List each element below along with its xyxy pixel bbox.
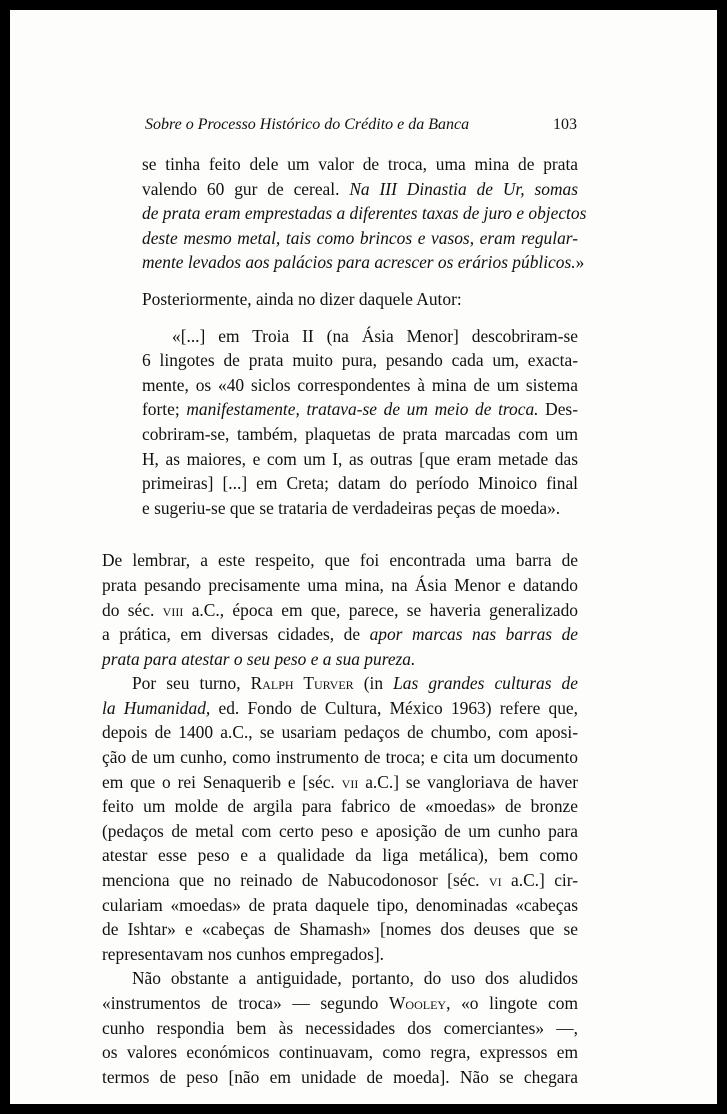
running-header (145, 116, 577, 134)
quote-block-2 (102, 324, 578, 521)
text-line: cobriram-se, também, plaquetas de prata marcadas com um (142, 423, 578, 444)
text-line: de prata eram emprestadas a diferentes taxas de juro e objectos (142, 203, 587, 224)
text-line: H, as maiores, e com um I, as outras [que eram metade das (142, 448, 578, 469)
text-line: «instrumentos de troca» — segundo Wooley, «o lingote com (102, 993, 578, 1013)
page-number: 103 (553, 116, 577, 133)
text-line: prata para atestar o seu peso e a sua pureza. (102, 648, 416, 669)
text-line: deste mesmo metal, tais como brincos e vasos, eram regular- (142, 227, 578, 248)
text-line: valendo 60 gur de cereal. Na III Dinastia de Ur, somas (142, 178, 578, 199)
text-line: cunho respondia bem às necessidades dos comerciantes» —, (102, 1017, 578, 1038)
paragraph-2 (102, 671, 578, 966)
running-title: Sobre o Processo Histórico do Crédito e da Banca (145, 116, 470, 133)
text-line: atestar esse peso e a qualidade da liga metálica), bem como (102, 845, 578, 866)
text-line: representavam nos cunhos empregados]. (102, 943, 385, 964)
text-line: termos de peso [não em unidade de moeda]. Não se chegara (102, 1066, 578, 1087)
paragraph-1 (102, 548, 578, 671)
body-text (102, 152, 587, 1089)
text-line: 6 lingotes de prata muito pura, pesando cada um, exacta- (142, 350, 578, 371)
text-line: do séc. viii a.C., época em que, parece, se haveria generalizado (102, 599, 578, 620)
text-line: mente levados aos palácios para acrescer os erários públicos.» (142, 252, 585, 273)
text-line: menciona que no reinado de Nabucodonosor [séc. vi a.C.] cir- (102, 870, 578, 891)
quote-block-1 (102, 152, 587, 275)
text-line: e sugeriu-se que se trataria de verdadeiras peças de moeda». (142, 497, 561, 518)
text-line: os valores económicos continuavam, como regra, expressos em (102, 1042, 578, 1063)
text-line: depois de 1400 a.C., se usariam pedaços de chumbo, com aposi- (102, 722, 578, 743)
book-page (10, 10, 717, 1104)
text-line: primeiras] [...] em Creta; datam do período Minoico final (142, 473, 578, 494)
text-line: a prática, em diversas cidades, de apor marcas nas barras de (102, 624, 578, 645)
text-line: se tinha feito dele um valor de troca, uma mina de prata (142, 154, 578, 174)
text-line: ção de um cunho, como instrumento de troca; e cita um documento (102, 747, 578, 768)
text-line: culariam «moedas» de prata daquele tipo, denominadas «cabeças (102, 894, 578, 915)
text-line: la Humanidad, ed. Fondo de Cultura, México 1963) refere que, (102, 697, 578, 718)
text-line: (pedaços de metal com certo peso e aposição de um cunho para (102, 820, 578, 841)
text-line: Por seu turno, Ralph Turver (in Las grandes culturas de (132, 673, 578, 694)
text-line: feito um molde de argila para fabrico de «moedas» de bronze (102, 796, 578, 817)
intro-line: Posteriormente, ainda no dizer daquele Autor: (142, 288, 462, 309)
text-line: forte; manifestamente, tratava-se de um meio de troca. Des- (142, 399, 578, 420)
text-line: em que o rei Senaquerib e [séc. vii a.C.] se vangloriava de haver (102, 771, 578, 792)
text-line: mente, os «40 siclos correspondentes à mina de um sistema (142, 374, 578, 395)
text-line: «[...] em Troia II (na Ásia Menor] descobriram-se (172, 325, 578, 346)
paragraph-3 (102, 966, 578, 1089)
text-line: prata pesando precisamente uma mina, na Ásia Menor e datando (102, 574, 578, 595)
text-line: de Ishtar» e «cabeças de Shamash» [nomes dos deuses que se (102, 919, 578, 940)
text-line: Não obstante a antiguidade, portanto, do uso dos aludidos (132, 968, 578, 989)
text-line: De lembrar, a este respeito, que foi encontrada uma barra de (102, 550, 578, 571)
